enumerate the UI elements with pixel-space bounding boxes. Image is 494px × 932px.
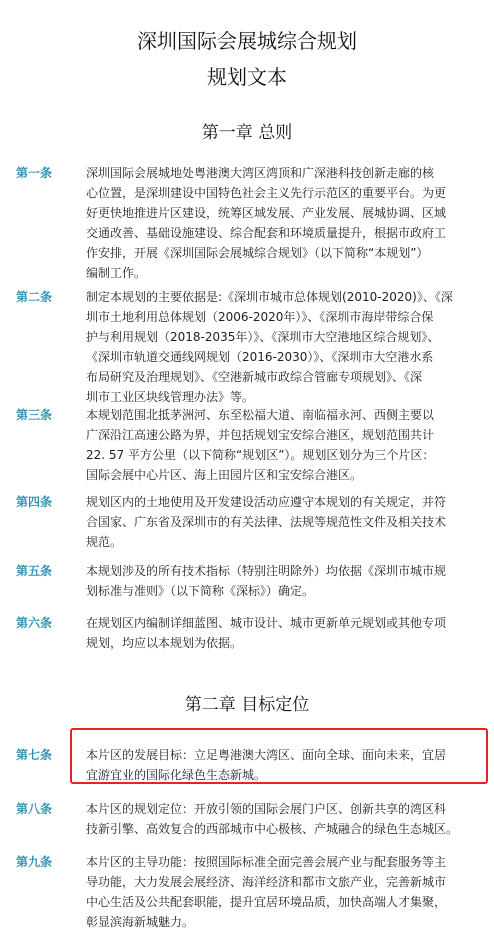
text-line: 圳市工业区块线管理办法》等。 bbox=[86, 390, 255, 404]
text-line: 技新引擎、高效复合的西部城市中心极核、产城融合的绿色生态城区。 bbox=[86, 822, 459, 836]
article-label: 第九条 bbox=[16, 855, 53, 869]
text-line: 划标准与准则》（以下简称《深标》）确定。 bbox=[86, 584, 315, 598]
text-line: 规划，均应以本规划为依据。 bbox=[86, 636, 243, 650]
article-text bbox=[86, 405, 478, 485]
article-text bbox=[86, 561, 478, 601]
article-text bbox=[86, 852, 478, 932]
text-line: 合国家、广东省及深圳市的有关法律、法规等规范性文件及相关技术 bbox=[86, 515, 447, 529]
article-label: 第五条 bbox=[16, 564, 53, 578]
article-text bbox=[86, 745, 478, 785]
document-title: 深圳国际会展城综合规划 bbox=[137, 29, 357, 53]
article-label: 第二条 bbox=[16, 290, 53, 304]
article-text bbox=[86, 163, 478, 283]
text-line: 护与利用规划（2018-2035年）》、《深圳市大空港地区综合规划》、 bbox=[86, 330, 440, 344]
article-text bbox=[86, 613, 478, 653]
text-line: 本片区的规划定位：开放引领的国际会展门户区、创新共享的湾区科 bbox=[86, 802, 447, 816]
text-line: 交通改善、基础设施建设、综合配套和环境质量提升，根据市政府工 bbox=[86, 226, 447, 240]
text-line: 规划区内的土地使用及开发建设活动应遵守本规划的有关规定，并符 bbox=[86, 495, 447, 509]
text-line: 本规划涉及的所有技术指标（特别注明除外）均依据《深圳市城市规 bbox=[86, 564, 447, 578]
text-line: 本片区的发展目标：立足粤港澳大湾区、面向全球、面向未来，宜居 bbox=[86, 748, 447, 762]
text-line: 国际会展中心片区、海上田园片区和宝安综合港区。 bbox=[86, 468, 363, 482]
text-line: 本规划范围北抵茅洲河、东至松福大道、南临福永河、西侧主要以 bbox=[86, 408, 435, 422]
text-line: 好更快地推进片区建设，统筹区域发展、产业发展、展城协调、区域 bbox=[86, 206, 447, 220]
text-line: 彰显滨海新城魅力。 bbox=[86, 915, 195, 929]
text-line: 22. 57 平方公里（以下简称“规划区”）。规划区划分为三个片区： bbox=[86, 448, 435, 462]
text-line: 导功能，大力发展会展经济、海洋经济和都市文旅产业，完善新城市 bbox=[86, 875, 447, 889]
chapter-heading: 第一章 总则 bbox=[201, 123, 293, 143]
text-line: 心位置，是深圳建设中国特色社会主义先行示范区的重要平台。为更 bbox=[86, 186, 447, 200]
text-line: 深圳国际会展城地处粤港澳大湾区湾顶和广深港科技创新走廊的核 bbox=[86, 166, 435, 180]
text-line: 规范。 bbox=[86, 535, 123, 549]
article-label: 第四条 bbox=[16, 495, 53, 509]
text-line: 本片区的主导功能：按照国际标准全面完善会展产业与配套服务等主 bbox=[86, 855, 447, 869]
text-line: 编制工作。 bbox=[86, 266, 147, 280]
article-label: 第三条 bbox=[16, 408, 53, 422]
article-label: 第八条 bbox=[16, 802, 53, 816]
text-line: 制定本规划的主要依据是:《深圳市城市总体规划(2010-2020)》、《深 bbox=[86, 290, 453, 304]
chapter-heading: 第二章 目标定位 bbox=[184, 695, 310, 715]
article-text bbox=[86, 799, 478, 839]
text-line: 《深圳市轨道交通线网规划（2016-2030）》、《深圳市大空港水系 bbox=[86, 350, 434, 364]
article-label: 第六条 bbox=[16, 616, 53, 630]
text-line: 在规划区内编制详细蓝图、城市设计、城市更新单元规划或其他专项 bbox=[86, 616, 447, 630]
article-label: 第七条 bbox=[16, 748, 53, 762]
text-line: 圳市土地利用总体规划（2006-2020年）》、《深圳市海岸带综合保 bbox=[86, 310, 434, 324]
text-line: 作安排，开展《深圳国际会展城综合规划》（以下简称“本规划”） bbox=[86, 246, 429, 260]
text-line: 宜游宜业的国际化绿色生态新城。 bbox=[86, 768, 267, 782]
text-line: 中心生活及公共配套职能，提升宜居环境品质，加快高端人才集聚， bbox=[86, 895, 447, 909]
document-subtitle: 规划文本 bbox=[207, 65, 287, 89]
article-text bbox=[86, 492, 478, 552]
text-line: 布局研究及治理规划》、《空港新城市政综合管廊专项规划》、《深 bbox=[86, 370, 423, 384]
article-text bbox=[86, 287, 478, 407]
article-label: 第一条 bbox=[16, 166, 53, 180]
text-line: 广深沿江高速公路为界，并包括规划宝安综合港区，规划范围共计 bbox=[86, 428, 435, 442]
